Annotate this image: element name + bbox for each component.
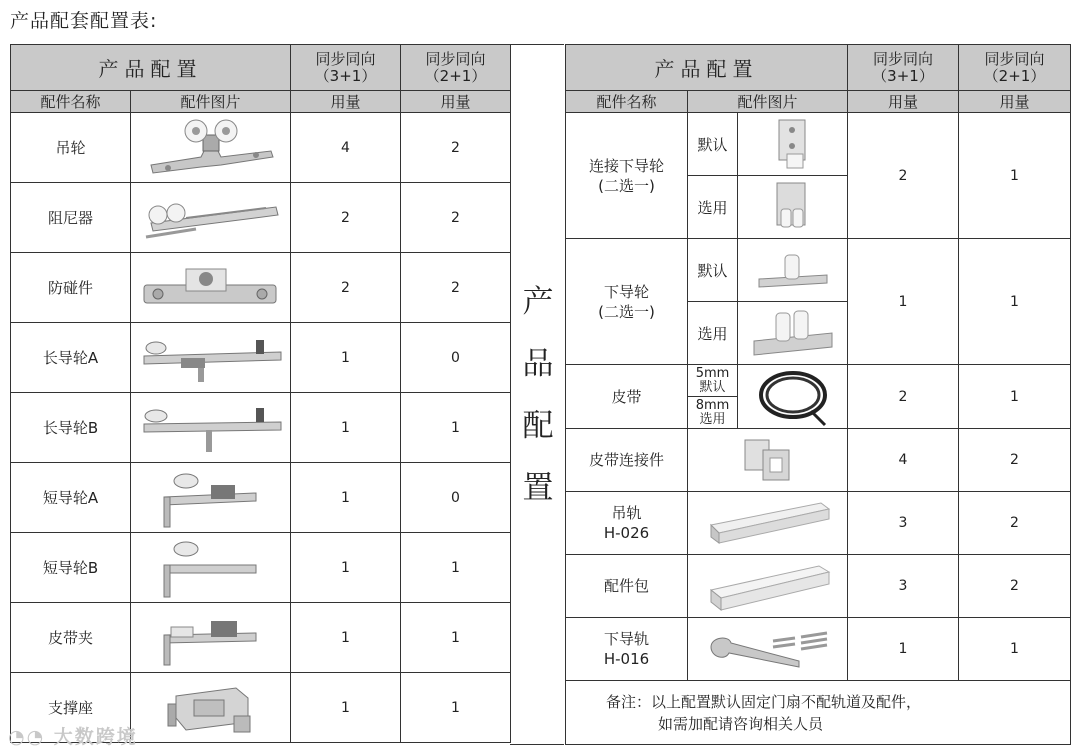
part-name: 阻尼器: [11, 183, 131, 253]
table-row: [566, 365, 1071, 429]
qty-a-value: 4: [291, 113, 401, 183]
col-qty-a: 用量: [848, 91, 959, 113]
qty-b-value: 1: [401, 673, 511, 743]
part-name: 皮带夹: [11, 603, 131, 673]
sync-3plus1-header: 同步同向 （3+1）: [848, 45, 959, 91]
qty-a-value: 3: [848, 555, 959, 618]
right-config-table: [565, 44, 1071, 745]
col-qty-a: 用量: [291, 91, 401, 113]
bottom-wheel-connector-optional-icon: [738, 176, 848, 239]
part-name: 连接下导轮 (二选一): [566, 113, 688, 239]
table-row: [11, 323, 511, 393]
hanging-wheel-icon: [131, 113, 291, 183]
table-row: [11, 393, 511, 463]
qty-a-value: 2: [291, 183, 401, 253]
remark-note: 备注：以上配置默认固定门扇不配轨道及配件， 如需加配请咨询相关人员: [566, 681, 1071, 745]
accessory-pack-icon: [688, 555, 848, 618]
long-guide-wheel-a-icon: [131, 323, 291, 393]
qty-a-value: 4: [848, 429, 959, 492]
qty-a-value: 1: [291, 393, 401, 463]
qty-a-value: 1: [291, 323, 401, 393]
middle-column-border: [510, 44, 564, 745]
part-name: 皮带连接件: [566, 429, 688, 492]
belt-coil-icon: [738, 365, 848, 429]
bumper-icon: [131, 253, 291, 323]
option-label: 选用: [688, 176, 738, 239]
qty-a-value: 2: [291, 253, 401, 323]
option-label: 默认: [688, 113, 738, 176]
left-config-table: [10, 44, 511, 743]
qty-b-value: 0: [401, 463, 511, 533]
sync-3plus1-header: 同步同向 （3+1）: [291, 45, 401, 91]
col-part-name: 配件名称: [566, 91, 688, 113]
part-name: 皮带: [566, 365, 688, 429]
col-part-image: 配件图片: [688, 91, 848, 113]
table-row: [11, 183, 511, 253]
col-qty-b: 用量: [401, 91, 511, 113]
qty-a-value: 1: [291, 673, 401, 743]
long-guide-wheel-b-icon: [131, 393, 291, 463]
qty-b-value: 0: [401, 323, 511, 393]
watermark: ◔◔ 大数跨境: [8, 726, 138, 748]
qty-b-value: 2: [401, 183, 511, 253]
option-label: 默认: [688, 239, 738, 302]
qty-b-value: 1: [959, 113, 1071, 239]
qty-b-value: 2: [401, 113, 511, 183]
short-guide-wheel-b-icon: [131, 533, 291, 603]
table-row: [566, 618, 1071, 681]
table-row: [566, 429, 1071, 492]
bottom-wheel-default-icon: [738, 239, 848, 302]
table-row: [566, 113, 1071, 176]
bottom-wheel-optional-icon: [738, 302, 848, 365]
support-base-icon: [131, 673, 291, 743]
col-qty-b: 用量: [959, 91, 1071, 113]
table-row: [566, 555, 1071, 618]
watermark-logo-icon: ◔◔: [8, 726, 54, 748]
part-name: 短导轮B: [11, 533, 131, 603]
qty-a-value: 1: [291, 603, 401, 673]
table-row: [11, 463, 511, 533]
note-row: [566, 681, 1071, 745]
qty-a-value: 1: [291, 463, 401, 533]
table-row: [566, 492, 1071, 555]
qty-a-value: 1: [848, 618, 959, 681]
sync-2plus1-header: 同步同向 （2+1）: [401, 45, 511, 91]
qty-b-value: 2: [959, 429, 1071, 492]
qty-b-value: 1: [959, 365, 1071, 429]
belt-options: 5mm 默认 8mm 选用: [688, 365, 738, 429]
qty-b-value: 1: [401, 533, 511, 603]
part-name: 下导轨 H-016: [566, 618, 688, 681]
qty-a-value: 1: [848, 239, 959, 365]
page-title: 产品配套配置表:: [10, 10, 158, 32]
qty-a-value: 2: [848, 365, 959, 429]
short-guide-wheel-a-icon: [131, 463, 291, 533]
belt-clip-icon: [131, 603, 291, 673]
qty-a-value: 2: [848, 113, 959, 239]
part-name: 吊轨 H-026: [566, 492, 688, 555]
table-row: [11, 253, 511, 323]
table-row: [11, 603, 511, 673]
qty-b-value: 2: [959, 555, 1071, 618]
hanging-rail-icon: [688, 492, 848, 555]
part-name: 支撑座: [11, 673, 131, 743]
qty-a-value: 1: [291, 533, 401, 603]
bottom-wheel-connector-default-icon: [738, 113, 848, 176]
wrench-and-screws-icon: [688, 618, 848, 681]
qty-b-value: 1: [959, 618, 1071, 681]
qty-b-value: 1: [401, 603, 511, 673]
part-name: 长导轮A: [11, 323, 131, 393]
table-row: [566, 239, 1071, 302]
part-name: 短导轮A: [11, 463, 131, 533]
qty-b-value: 1: [401, 393, 511, 463]
qty-a-value: 3: [848, 492, 959, 555]
part-name: 吊轮: [11, 113, 131, 183]
col-part-image: 配件图片: [131, 91, 291, 113]
product-config-header: 产品配置: [566, 45, 848, 91]
table-row: [11, 113, 511, 183]
part-name: 长导轮B: [11, 393, 131, 463]
option-label: 选用: [688, 302, 738, 365]
qty-b-value: 2: [401, 253, 511, 323]
part-name: 配件包: [566, 555, 688, 618]
table-row: [11, 533, 511, 603]
qty-b-value: 1: [959, 239, 1071, 365]
part-name: 下导轮 (二选一): [566, 239, 688, 365]
product-config-header: 产品配置: [11, 45, 291, 91]
sync-2plus1-header: 同步同向 （2+1）: [959, 45, 1071, 91]
damper-icon: [131, 183, 291, 253]
part-name: 防碰件: [11, 253, 131, 323]
belt-connector-icon: [688, 429, 848, 492]
qty-b-value: 2: [959, 492, 1071, 555]
product-config-vertical-label: 产 品 配 置: [522, 284, 554, 506]
col-part-name: 配件名称: [11, 91, 131, 113]
